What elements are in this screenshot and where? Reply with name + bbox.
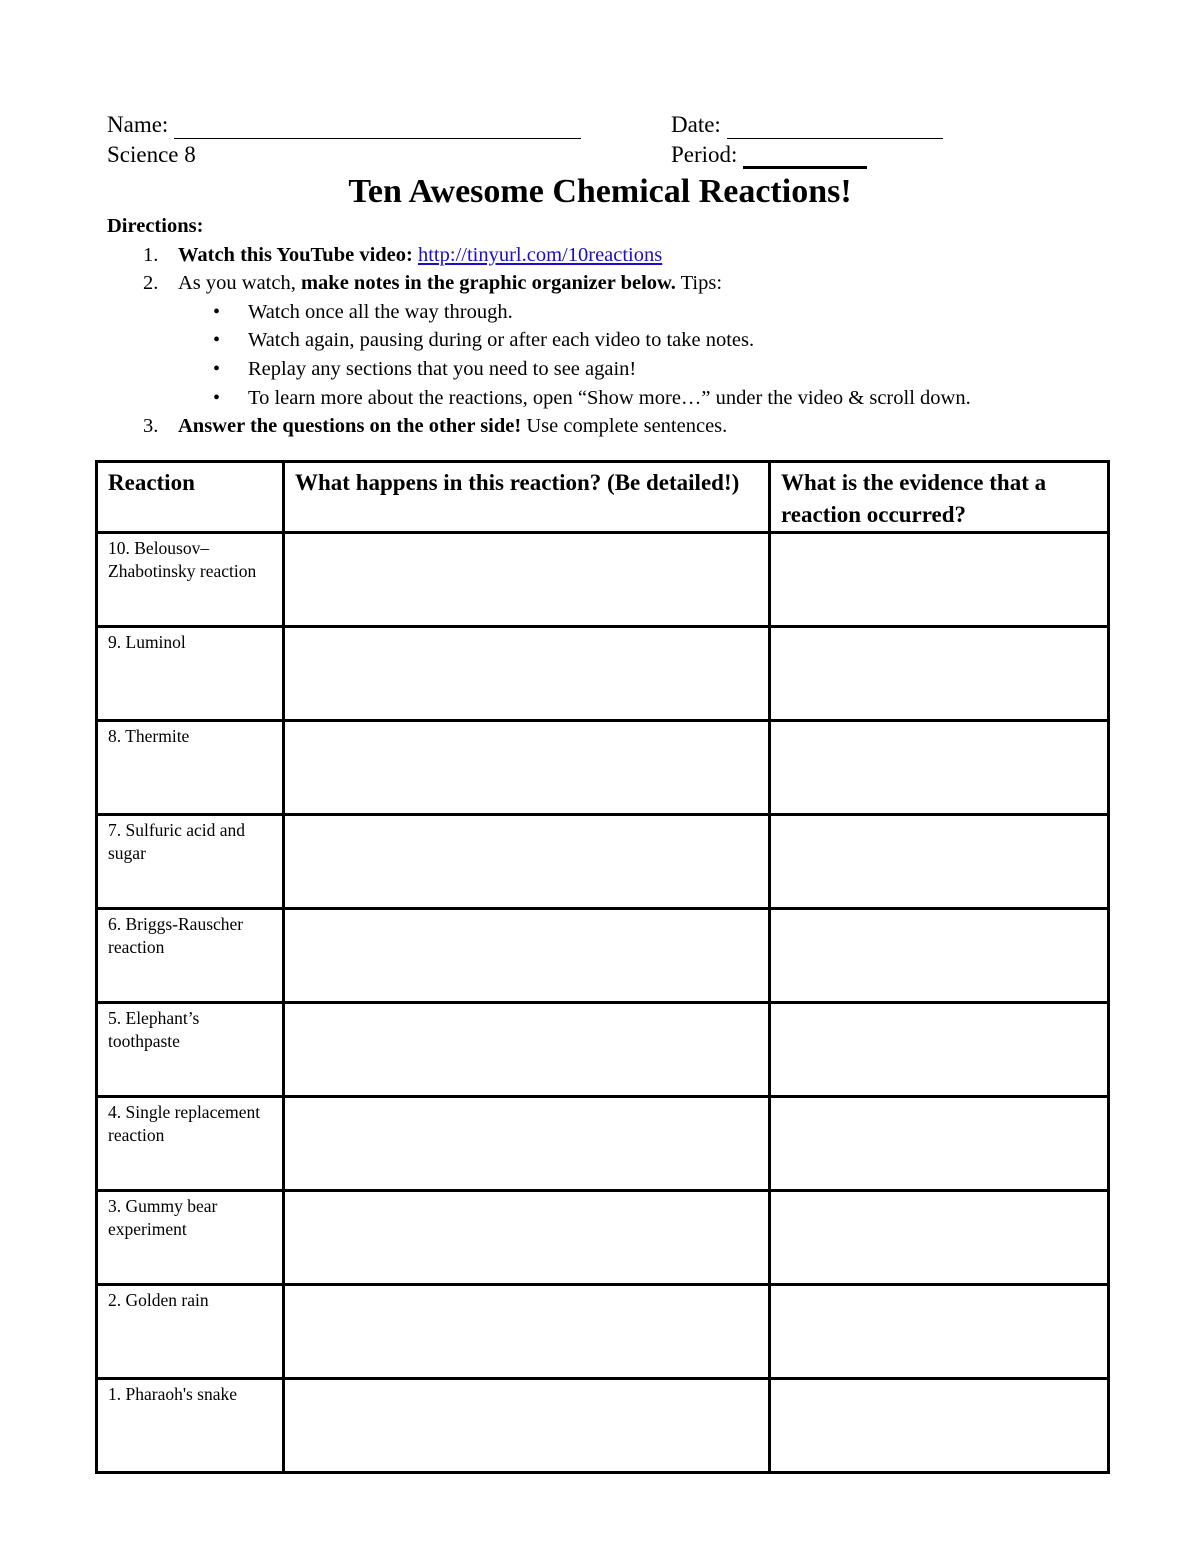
- step-number: 1.: [143, 243, 159, 266]
- directions-heading: Directions:: [107, 215, 204, 237]
- tip-text: Watch once all the way through.: [248, 300, 513, 323]
- step-bold-text: Watch this YouTube video:: [178, 243, 413, 266]
- name-row: [107, 111, 581, 139]
- bullet-icon: •: [213, 329, 221, 352]
- reaction-name-cell: 6. Briggs-Rauscher reaction: [97, 909, 284, 1003]
- table-row: [97, 533, 1109, 627]
- course-label: Science 8: [107, 142, 196, 167]
- evidence-cell[interactable]: [770, 909, 1109, 1003]
- table-row: [97, 909, 1109, 1003]
- name-blank[interactable]: [174, 116, 581, 139]
- directions: [107, 212, 1107, 441]
- table-row: [97, 1285, 1109, 1379]
- what-happens-cell[interactable]: [284, 815, 770, 909]
- what-happens-cell[interactable]: [284, 1097, 770, 1191]
- evidence-cell[interactable]: [770, 815, 1109, 909]
- step-bold-text: Answer the questions on the other side!: [178, 415, 522, 438]
- tip-text: To learn more about the reactions, open “Show more…” under the video & scroll down.: [248, 386, 971, 409]
- date-label: Date:: [671, 112, 721, 137]
- reaction-name-cell: 8. Thermite: [97, 721, 284, 815]
- step-text: As you watch,: [178, 272, 296, 295]
- bullet-icon: •: [213, 386, 221, 409]
- reaction-name-cell: 5. Elephant’s toothpaste: [97, 1003, 284, 1097]
- what-happens-cell[interactable]: [284, 533, 770, 627]
- evidence-cell[interactable]: [770, 1097, 1109, 1191]
- reaction-name-cell: 2. Golden rain: [97, 1285, 284, 1379]
- evidence-cell[interactable]: [770, 1191, 1109, 1285]
- bullet-icon: •: [213, 357, 221, 380]
- reaction-name-cell: 7. Sulfuric acid and sugar: [97, 815, 284, 909]
- column-header-what-happens: What happens in this reaction? (Be detailed!): [284, 462, 770, 533]
- what-happens-cell[interactable]: [284, 1191, 770, 1285]
- period-label: Period:: [671, 142, 738, 167]
- reaction-name-cell: 4. Single replacement reaction: [97, 1097, 284, 1191]
- step-number: 2.: [143, 272, 159, 295]
- tip-item: [107, 326, 1107, 355]
- tip-text: Replay any sections that you need to see again!: [248, 357, 637, 380]
- table-row: [97, 721, 1109, 815]
- what-happens-cell[interactable]: [284, 1379, 770, 1473]
- period-blank[interactable]: [743, 144, 867, 169]
- video-link[interactable]: http://tinyurl.com/10reactions: [417, 243, 663, 266]
- step-text: Use complete sentences.: [526, 415, 728, 438]
- column-header-evidence: What is the evidence that a reaction occurred?: [770, 462, 1109, 533]
- direction-step-3: [107, 412, 1107, 441]
- date-blank[interactable]: [727, 116, 943, 139]
- graphic-organizer-table: [95, 460, 1110, 1474]
- column-header-reaction: Reaction: [97, 462, 284, 533]
- what-happens-cell[interactable]: [284, 627, 770, 721]
- tip-item: [107, 298, 1107, 327]
- reaction-name-cell: 3. Gummy bear experiment: [97, 1191, 284, 1285]
- reaction-name-cell: 9. Luminol: [97, 627, 284, 721]
- evidence-cell[interactable]: [770, 627, 1109, 721]
- reaction-name-cell: 10. Belousov– Zhabotinsky reaction: [97, 533, 284, 627]
- page-title: Ten Awesome Chemical Reactions!: [348, 173, 852, 210]
- table-row: [97, 1379, 1109, 1473]
- what-happens-cell[interactable]: [284, 1285, 770, 1379]
- what-happens-cell[interactable]: [284, 909, 770, 1003]
- name-label: Name:: [107, 112, 169, 137]
- reaction-name-cell: 1. Pharaoh's snake: [97, 1379, 284, 1473]
- direction-step-1: [107, 241, 1107, 270]
- table-row: [97, 1191, 1109, 1285]
- course-row: [107, 141, 196, 169]
- what-happens-cell[interactable]: [284, 721, 770, 815]
- table-row: [97, 815, 1109, 909]
- table-row: [97, 627, 1109, 721]
- step-text: Tips:: [680, 272, 723, 295]
- table-header-row: [97, 462, 1109, 533]
- evidence-cell[interactable]: [770, 1285, 1109, 1379]
- evidence-cell[interactable]: [770, 1379, 1109, 1473]
- bullet-icon: •: [213, 300, 221, 323]
- period-row: [671, 141, 867, 169]
- table-row: [97, 1003, 1109, 1097]
- step-bold-text: make notes in the graphic organizer below.: [300, 272, 676, 295]
- tip-item: [107, 384, 1107, 413]
- tip-item: [107, 355, 1107, 384]
- evidence-cell[interactable]: [770, 1003, 1109, 1097]
- table-row: [97, 1097, 1109, 1191]
- step-number: 3.: [143, 415, 159, 438]
- date-row: [671, 111, 943, 139]
- evidence-cell[interactable]: [770, 721, 1109, 815]
- evidence-cell[interactable]: [770, 533, 1109, 627]
- tip-text: Watch again, pausing during or after each video to take notes.: [248, 329, 755, 352]
- direction-step-2: [107, 269, 1107, 298]
- what-happens-cell[interactable]: [284, 1003, 770, 1097]
